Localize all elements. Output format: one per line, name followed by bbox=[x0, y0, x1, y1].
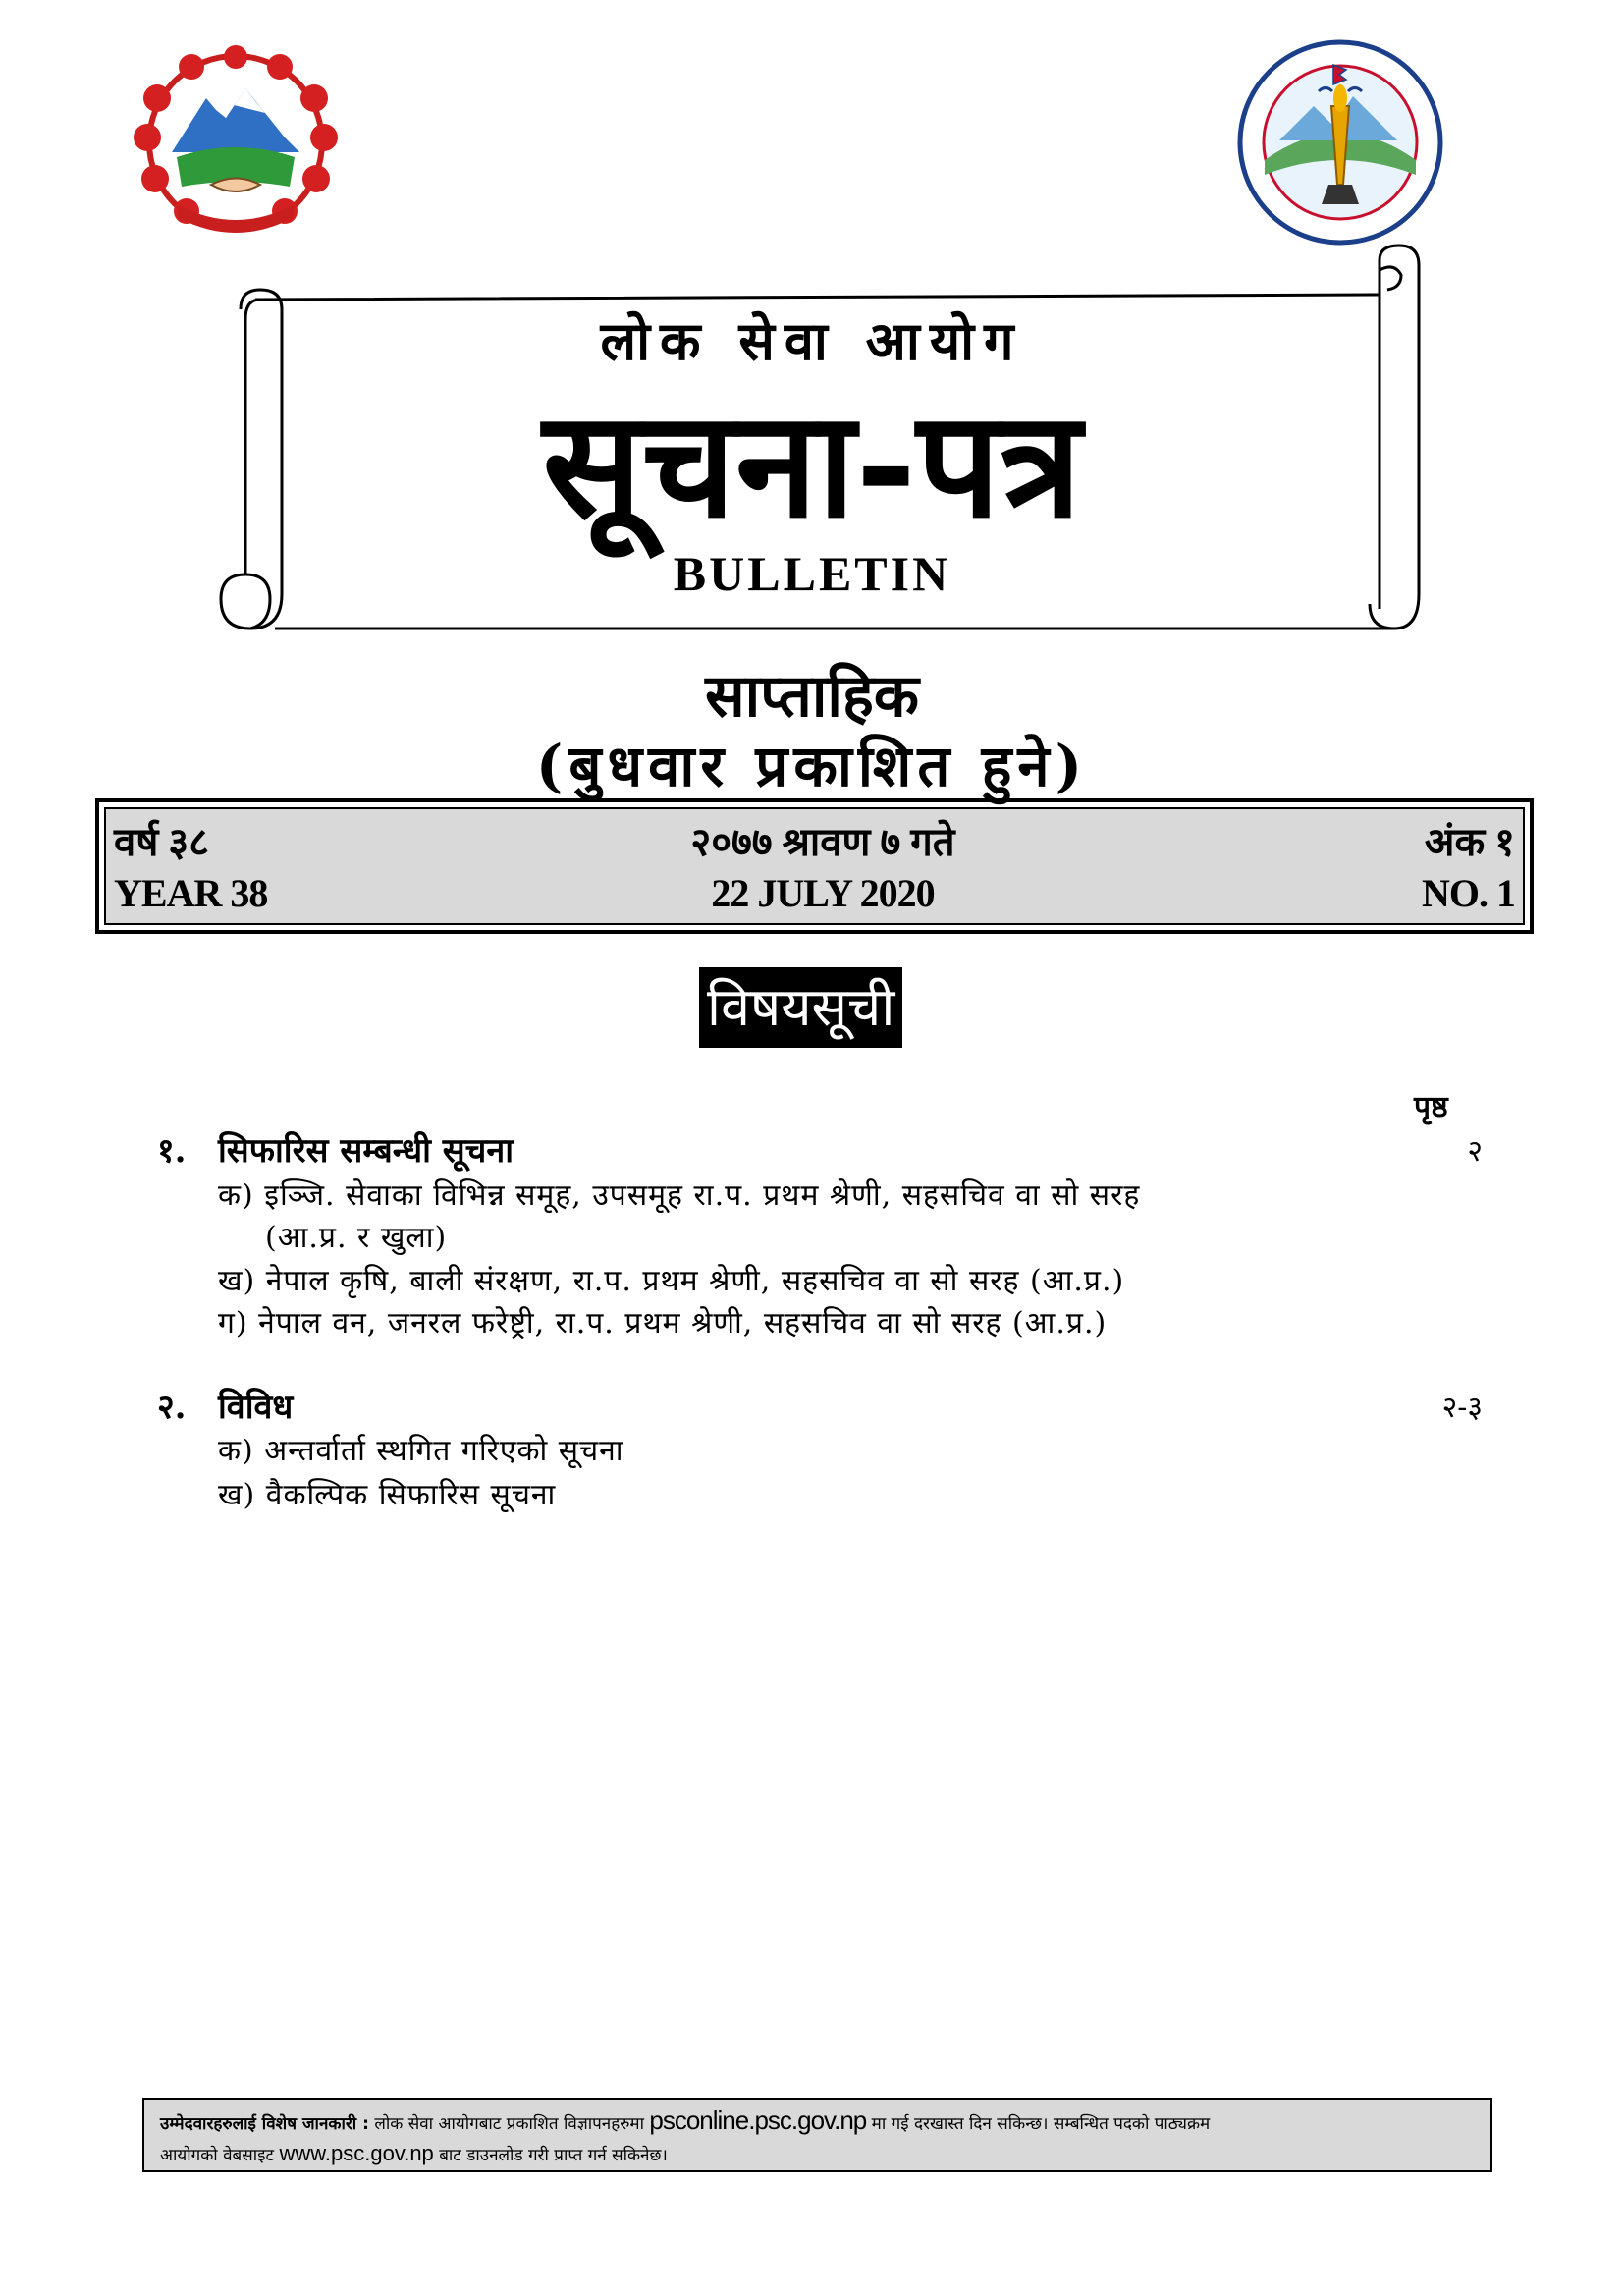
section-number: १. bbox=[157, 1131, 187, 1171]
toc-item: ख) वैकल्पिक सिफारिस सूचना bbox=[218, 1478, 557, 1512]
nepal-emblem-logo bbox=[118, 39, 353, 250]
footer-text: लोक सेवा आयोगबाट प्रकाशित विज्ञापनहरुमा bbox=[368, 2114, 650, 2134]
frequency-label: साप्ताहिक bbox=[705, 662, 919, 731]
year-np: वर्ष ३८ bbox=[114, 820, 209, 864]
issue-number-np: अंक १ bbox=[1424, 820, 1515, 864]
section-page: २ bbox=[1467, 1134, 1483, 1169]
footer-text: बाट डाउनलोड गरी प्राप्त गर्न सकिनेछ। bbox=[433, 2146, 668, 2165]
footer-text: आयोगको वेबसाइट bbox=[160, 2146, 280, 2165]
toc-item: क) अन्तर्वार्ता स्थगित गरिएको सूचना bbox=[218, 1434, 624, 1468]
psc-website-link[interactable]: www.psc.gov.np bbox=[279, 2141, 434, 2165]
toc-item: (आ.प्र. र खुला) bbox=[265, 1221, 448, 1255]
section-page: २-३ bbox=[1441, 1391, 1483, 1425]
section-title: विविध bbox=[218, 1388, 294, 1427]
toc-page-column-header: पृष्ठ bbox=[1414, 1090, 1448, 1124]
date-np: २०७७ श्रावण ७ गते bbox=[690, 820, 955, 864]
section-title: सिफारिस सम्बन्धी सूचना bbox=[218, 1131, 514, 1171]
footer-label: उम्मेदवारहरुलाई विशेष जानकारी : bbox=[160, 2114, 369, 2134]
toc-item: ख) नेपाल कृषि, बाली संरक्षण, रा.प. प्रथम श्रेणी, सहसचिव वा सो सरह (आ.प्र.) bbox=[218, 1264, 1125, 1298]
issue-info-box bbox=[95, 798, 1534, 934]
toc-item: ग) नेपाल वन, जनरल फरेष्ट्री, रा.प. प्रथम श्रेणी, सहसचिव वा सो सरह (आ.प्र.) bbox=[218, 1306, 1108, 1340]
bulletin-title-en: BULLETIN bbox=[673, 546, 951, 601]
org-name: लोक सेवा आयोग bbox=[600, 309, 1024, 372]
frequency-note: (बुधवार प्रकाशित हुने) bbox=[535, 733, 1089, 799]
section-number: २. bbox=[157, 1388, 187, 1427]
toc-heading: विषयसूची bbox=[699, 967, 902, 1048]
footer-notice bbox=[142, 2098, 1492, 2172]
psconline-link[interactable]: psconline.psc.gov.np bbox=[649, 2105, 867, 2135]
toc-item: क) इञ्जि. सेवाका विभिन्न समूह, उपसमूह रा.प. प्रथम श्रेणी, सहसचिव वा सो सरह bbox=[218, 1178, 1141, 1213]
year-en: YEAR 38 bbox=[114, 871, 268, 915]
date-en: 22 JULY 2020 bbox=[711, 871, 935, 915]
bulletin-title-np: सूचना-पत्र bbox=[542, 378, 1082, 551]
issue-number-en: NO. 1 bbox=[1422, 871, 1515, 915]
footer-text: मा गई दरखास्त दिन सकिन्छ। सम्बन्धित पदको पाठ्यक्रम bbox=[866, 2114, 1211, 2134]
psc-logo bbox=[1235, 37, 1446, 248]
